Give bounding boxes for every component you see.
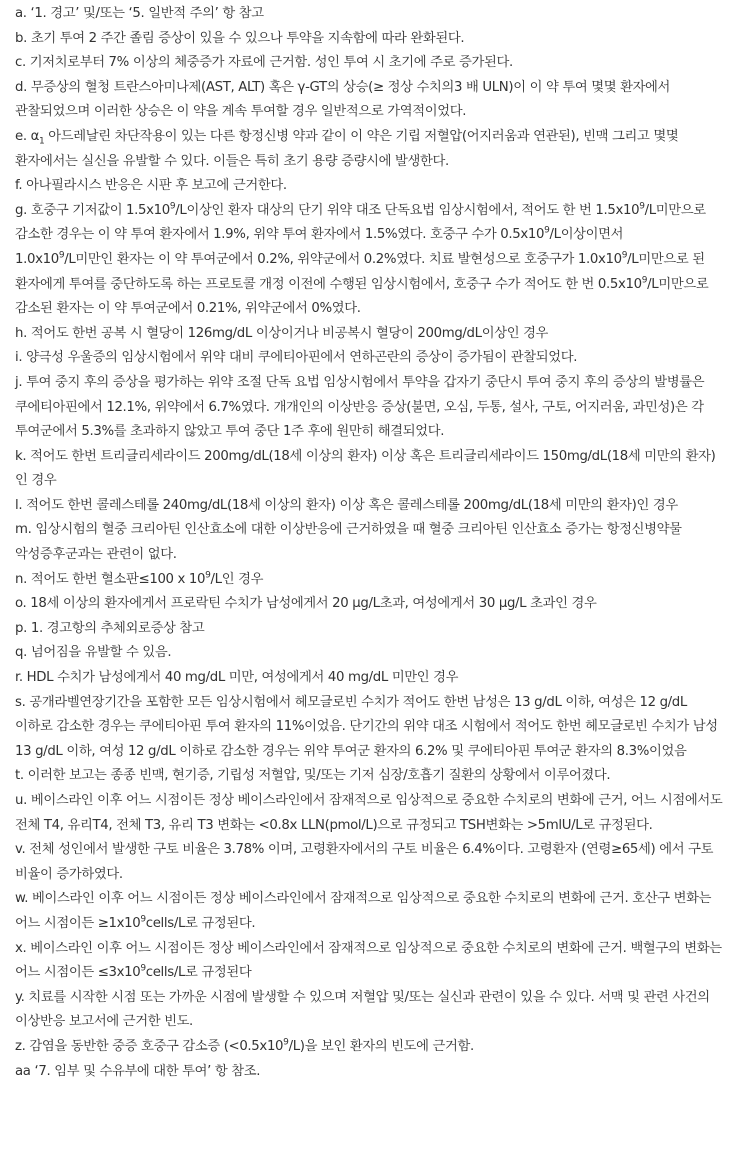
footnote-text: v. 전체 성인에서 발생한 구토 비율은 3.78% 이며, 고령환자에서의 구토 비율은 6.4%이다. 고령환자 (연령≥65세) 에서 구토 비율이 증가하였다. [15, 842, 714, 882]
footnote-text: l. 적어도 한번 콜레스테롤 240mg/dL(18세 이상의 환자) 이상 혹은 콜레스테롤 200mg/dL(18세 미만의 환자)인 경우 [15, 497, 678, 513]
footnote-item [15, 346, 724, 371]
footnote-supscript: 9 [641, 275, 648, 286]
footnote-text: /L미만으로 된 환자에게 투여를 중단하도록 하는 프로토콜 개정 이전에 수행된 임상시험에서, 호중구 수가 적어도 한 번 0.5x10 [15, 251, 705, 292]
footnote-item [15, 887, 724, 936]
footnote-item [15, 76, 724, 125]
footnote-text: f. 아나필라시스 반응은 시판 후 보고에 근거한다. [15, 178, 287, 194]
footnote-text: c. 기저치로부터 7% 이상의 체중증가 자료에 근거함. 성인 투여 시 초기에 주로 증가된다. [15, 55, 513, 71]
footnote-item [15, 322, 724, 347]
footnote-text: a. ‘1. 경고’ 및/또는 ‘5. 일반적 주의’ 항 참고 [15, 6, 264, 21]
footnote-text: j. 투여 중지 후의 증상을 평가하는 위약 조절 단독 요법 임상시험에서 투약을 갑자기 중단시 투여 중지 후의 증상의 발병률은 쿠에티아핀에서 12.1%, 위약에서 6.7%였다. 개개인의 이상반응 증상(불면, 오심, 두통, 설사, 구토, 어지러움, 과민성)은 각 투여군에서 5.3%를 초과하지 않았고 투여 중단 1주 후에 원만히 해결되었다. [15, 374, 705, 440]
footnote-text: aa ‘7. 임부 및 수유부에 대한 투여’ 항 참조. [15, 1063, 261, 1079]
footnote-item [15, 371, 724, 445]
footnote-supscript: 9 [544, 225, 550, 236]
footnote-item [15, 986, 724, 1035]
footnote-item [15, 937, 724, 986]
footnote-supscript: 9 [639, 201, 645, 212]
footnote-text: t. 이러한 보고는 종종 빈맥, 현기증, 기립성 저혈압, 및/또는 기저 심장/호흡기 질환의 상황에서 이루어졌다. [15, 768, 611, 784]
footnote-text: /L)을 보인 환자의 빈도에 근거함. [288, 1038, 474, 1054]
footnote-item [15, 641, 724, 666]
footnote-text: w. 베이스라인 이후 어느 시점이든 정상 베이스라인에서 잠재적으로 임상적으로 중요한 수치로의 변화에 근거. 호산구 변화는 어느 시점이든 ≥1x10 [15, 891, 712, 931]
footnote-item [15, 1060, 724, 1085]
footnote-item [15, 1035, 724, 1060]
footnote-text: /L이상인 환자 대상의 단기 위약 대조 단독요법 임상시험에서, 적어도 한 번 1.5x10 [175, 202, 640, 218]
footnote-item [15, 666, 724, 691]
footnote-item [15, 518, 724, 567]
footnote-text: y. 치료를 시작한 시점 또는 가까운 시점에 발생할 수 있으며 저혈압 및/또는 실신과 관련이 있을 수 있다. 서맥 및 관련 사건의 이상반응 보고서에 근거한 빈도. [15, 989, 710, 1030]
footnote-supscript: 9 [169, 201, 176, 212]
footnote-item [15, 125, 724, 174]
footnote-text: b. 초기 투여 2 주간 졸림 증상이 있을 수 있으나 투약을 지속함에 따라 완화된다. [15, 30, 465, 46]
footnote-text: u. 베이스라인 이후 어느 시점이든 정상 베이스라인에서 잠재적으로 임상적으로 중요한 수치로의 변화에 근거, 어느 시점에서도 전체 T4, 유리T4, 전체 T3, 유리 T3 변화는 <0.8x LLN(pmol/L)으로 규정되고 TSH변화는 >5mlU/L로 규정된다. [15, 793, 723, 833]
footnote-supscript: 9 [140, 914, 146, 925]
footnote-item [15, 592, 724, 617]
footnote-item [15, 838, 724, 887]
footnote-item [15, 174, 724, 199]
footnote-text: /L미만인 환자는 이 약 투여군에서 0.2%, 위약군에서 0.2%였다. 치료 발현성으로 호중구가 1.0x10 [64, 251, 622, 267]
footnote-text: e. α [15, 128, 39, 144]
footnote-text: cells/L로 규정된다. [145, 915, 256, 931]
footnote-text: p. 1. 경고항의 추체외로증상 참고 [15, 620, 205, 636]
footnote-item [15, 51, 724, 76]
footnote-item [15, 568, 724, 593]
footnote-item [15, 445, 724, 494]
footnote-text: k. 적어도 한번 트리글리세라이드 200mg/dL(18세 이상의 환자) 이상 혹은 트리글리세라이드 150mg/dL(18세 미만의 환자)인 경우 [15, 448, 716, 489]
footnote-supscript: 9 [621, 250, 628, 261]
footnote-subscript: 1 [39, 136, 45, 147]
footnote-supscript: 9 [283, 1037, 289, 1048]
footnote-text: z. 감염을 동반한 중증 호중구 감소증 (<0.5x10 [15, 1038, 284, 1054]
footnote-text: /L미만으로 감소된 환자는 이 약 투여군에서 0.21%, 위약군에서 0%였다. [15, 276, 709, 317]
footnote-text: n. 적어도 한번 혈소판≤100 x 10 [15, 571, 206, 587]
footnote-item [15, 617, 724, 642]
footnote-item [15, 691, 724, 765]
footnote-text: x. 베이스라인 이후 어느 시점이든 정상 베이스라인에서 잠재적으로 임상적으로 중요한 수치로의 변화에 근거. 백혈구의 변화는 어느 시점이든 ≤3x10 [15, 940, 722, 981]
footnote-text: /L인 경우 [210, 571, 264, 587]
footnote-text: /L이상이면서 1.0x10 [15, 227, 624, 267]
footnote-text: /L미만으로 감소한 경우는 이 약 투여 환자에서 1.9%, 위약 투여 환자에서 1.5%였다. 호중구 수가 0.5x10 [15, 202, 706, 243]
footnote-supscript: 9 [58, 250, 65, 261]
footnote-item [15, 494, 724, 519]
footnote-text: g. 호중구 기저값이 1.5x10 [15, 202, 170, 218]
footnote-text: s. 공개라벨연장기간을 포함한 모든 임상시험에서 헤모글로빈 수치가 적어도 한번 남성은 13 g/dL 이하, 여성은 12 g/dL 이하로 감소한 경우는 쿠에티아핀 투여 환자의 11%이었음. 단기간의 위약 대조 시험에서 적어도 한번 헤모글로빈 수치가 남성 13 g/dL 이하, 여성 12 g/dL 이하로 감소한 경우는 위약 투여군 환자의 6.2% 및 쿠에티아핀 투여군 환자의 8.3%이었음 [15, 694, 718, 759]
footnote-text: r. HDL 수치가 남성에게서 40 mg/dL 미만, 여성에게서 40 mg/dL 미만인 경우 [15, 670, 459, 686]
footnote-text: 아드레날린 차단작용이 있는 다른 항정신병 약과 같이 이 약은 기립 저혈압(어지러움과 연관된), 빈맥 그리고 몇몇 환자에서는 실신을 유발할 수 있다. 이들은 특히 초기 용량 증량시에 발생한다. [15, 128, 679, 169]
footnote-supscript: 9 [140, 963, 146, 974]
footnote-text: q. 넘어짐을 유발할 수 있음. [15, 645, 172, 661]
footnote-item [15, 199, 724, 322]
footnote-text: cells/L로 규정된다 [145, 965, 252, 981]
footnote-item [15, 27, 724, 52]
footnote-item [15, 764, 724, 789]
footnote-text: o. 18세 이상의 환자에게서 프로락틴 수치가 남성에게서 20 μg/L초과, 여성에게서 30 μg/L 초과인 경우 [15, 596, 597, 612]
footnote-item [15, 2, 724, 27]
footnote-text: h. 적어도 한번 공복 시 혈당이 126mg/dL 이상이거나 비공복시 혈당이 200mg/dL이상인 경우 [15, 325, 549, 341]
footnote-text: m. 임상시험의 혈중 크리아틴 인산효소에 대한 이상반응에 근거하였을 때 혈중 크리아틴 인산효소 증가는 항정신병약물 악성증후군과는 관련이 없다. [15, 522, 682, 563]
footnote-text: i. 양극성 우울증의 임상시험에서 위약 대비 쿠에티아핀에서 연하곤란의 증상이 증가됨이 관찰되었다. [15, 350, 578, 366]
footnote-supscript: 9 [205, 570, 211, 581]
footnote-text: d. 무증상의 혈청 트란스아미나제(AST, ALT) 혹은 γ-GT의 상승(≥ 정상 수치의3 배 ULN)이 이 약 투여 몇몇 환자에서 관찰되었으며 이러한 상승은 이 약을 계속 투여할 경우 일반적으로 가역적이었다. [15, 79, 671, 120]
footnote-item [15, 789, 724, 838]
